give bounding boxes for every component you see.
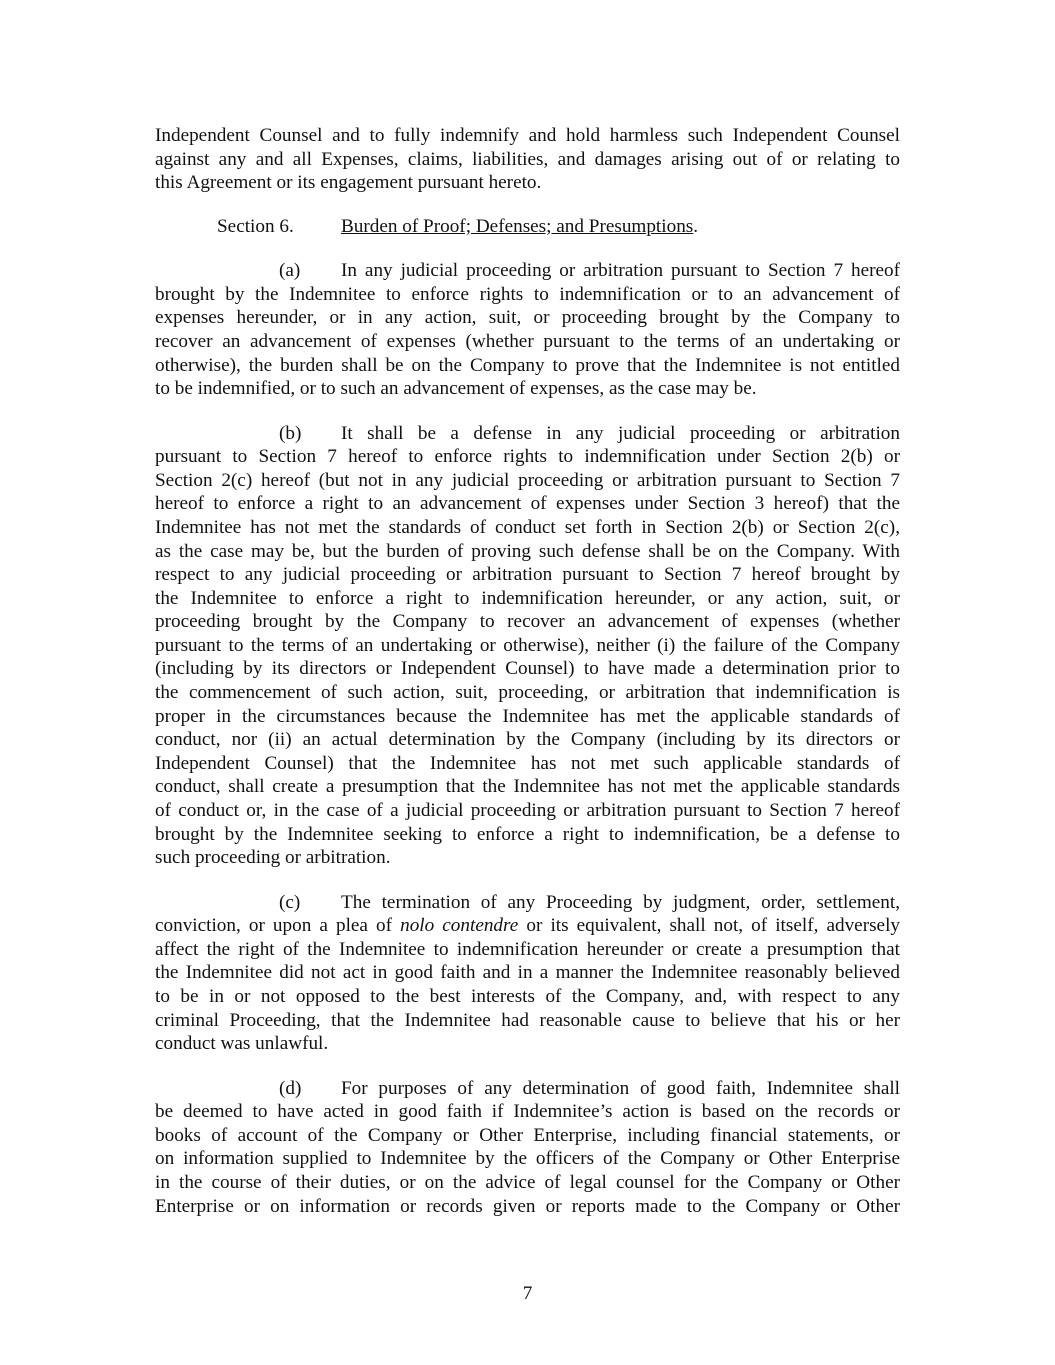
text-line: of conduct or, in the case of a judicial proceeding or arbitration pursuant to Section 7 hereof bbox=[155, 800, 900, 822]
text-line: otherwise), the burden shall be on the Company to prove that the Indemnitee is not entitled bbox=[155, 354, 900, 376]
text-line: proceeding brought by the Company to recover an advancement of expenses (whether bbox=[155, 611, 900, 633]
section-heading bbox=[155, 215, 900, 239]
paragraph-label: (a) bbox=[279, 260, 301, 282]
paragraph-a bbox=[155, 259, 900, 401]
text-line: affect the right of the Indemnitee to indemnification hereunder or create a presumption that bbox=[155, 938, 900, 960]
latin-term: nolo contendre bbox=[400, 915, 519, 937]
text-line: such proceeding or arbitration. bbox=[155, 847, 391, 869]
document-page bbox=[155, 124, 900, 1218]
text-line: Indemnitee has not met the standards of conduct set forth in Section 2(b) or Section 2(c), bbox=[155, 516, 900, 538]
text-line: hereof to enforce a right to an advancement of expenses under Section 3 hereof) that the bbox=[155, 493, 900, 515]
text-line: against any and all Expenses, claims, liabilities, and damages arising out of or relating to bbox=[155, 148, 900, 170]
text-line: Independent Counsel) that the Indemnitee has not met such applicable standards of bbox=[155, 752, 900, 774]
text-line: (d) For purposes of any determination of good faith, Indemnitee shall bbox=[279, 1077, 900, 1099]
text-line: on information supplied to Indemnitee by the officers of the Company or Other Enterprise bbox=[155, 1148, 900, 1170]
paragraph-b bbox=[155, 422, 900, 870]
text-line: (b) It shall be a defense in any judicial proceeding or arbitration bbox=[279, 422, 900, 444]
paragraph-d bbox=[155, 1077, 900, 1219]
text-line: criminal Proceeding, that the Indemnitee had reasonable cause to believe that his or her bbox=[155, 1009, 900, 1031]
text-line: expenses hereunder, or in any action, suit, or proceeding brought by the Company to bbox=[155, 307, 900, 329]
section-title: Burden of Proof; Defenses; and Presumptions bbox=[341, 215, 694, 237]
paragraph-c bbox=[155, 891, 900, 1056]
text-line: conduct was unlawful. bbox=[155, 1033, 329, 1055]
text-line: the Indemnitee to enforce a right to indemnification hereunder, or any action, suit, or bbox=[155, 587, 900, 609]
text-line: conviction, or upon a plea of nolo contendre or its equivalent, shall not, of itself, adversely bbox=[155, 915, 900, 937]
text-line: conduct, nor (ii) an actual determination by the Company (including by its directors or bbox=[155, 729, 900, 751]
text-line: the Indemnitee did not act in good faith and in a manner the Indemnitee reasonably believed bbox=[155, 962, 900, 984]
text-line: this Agreement or its engagement pursuant hereto. bbox=[155, 172, 542, 194]
text-line: Section 2(c) hereof (but not in any judicial proceeding or arbitration pursuant to Section 7 bbox=[155, 469, 900, 491]
paragraph-label: (c) bbox=[279, 891, 301, 913]
text-line: Independent Counsel and to fully indemnify and hold harmless such Independent Counsel bbox=[155, 125, 900, 146]
section-title-period: . bbox=[693, 215, 699, 237]
text-line: pursuant to the terms of an undertaking or otherwise), neither (i) the failure of the Company bbox=[155, 634, 900, 656]
section-number: Section 6. bbox=[217, 215, 294, 237]
text-line: books of account of the Company or Other Enterprise, including financial statements, or bbox=[155, 1124, 900, 1146]
paragraph-label: (d) bbox=[279, 1077, 302, 1099]
text-line: recover an advancement of expenses (whether pursuant to the terms of an undertaking or bbox=[155, 330, 900, 352]
text-line: in the course of their duties, or on the advice of legal counsel for the Company or Other bbox=[155, 1171, 900, 1193]
text-line: brought by the Indemnitee seeking to enforce a right to indemnification, be a defense to bbox=[155, 823, 900, 845]
text-line: (c) The termination of any Proceeding by judgment, order, settlement, bbox=[279, 891, 900, 913]
text-line: Enterprise or on information or records given or reports made to the Company or Other bbox=[155, 1195, 900, 1217]
text-line: brought by the Indemnitee to enforce rights to indemnification or to an advancement of bbox=[155, 283, 900, 305]
text-line: be deemed to have acted in good faith if Indemnitee’s action is based on the records or bbox=[155, 1101, 900, 1123]
text-line: to be in or not opposed to the best interests of the Company, and, with respect to any bbox=[155, 985, 900, 1007]
text-line: conduct, shall create a presumption that the Indemnitee has not met the applicable standards bbox=[155, 776, 900, 798]
text-line: (a) In any judicial proceeding or arbitration pursuant to Section 7 hereof bbox=[279, 260, 900, 282]
text-line: as the case may be, but the burden of proving such defense shall be on the Company. With bbox=[155, 540, 900, 562]
continuation-paragraph bbox=[155, 124, 900, 195]
text-line: proper in the circumstances because the Indemnitee has met the applicable standards of bbox=[155, 705, 900, 727]
page-number: 7 bbox=[522, 1283, 533, 1304]
text-line: (including by its directors or Independent Counsel) to have made a determination prior to bbox=[155, 658, 900, 680]
text-line: the commencement of such action, suit, proceeding, or arbitration that indemnification is bbox=[155, 682, 900, 704]
text-line: pursuant to Section 7 hereof to enforce rights to indemnification under Section 2(b) or bbox=[155, 446, 900, 468]
text-line: respect to any judicial proceeding or arbitration pursuant to Section 7 hereof brought by bbox=[155, 564, 900, 586]
paragraph-label: (b) bbox=[279, 422, 302, 444]
text-line: to be indemnified, or to such an advancement of expenses, as the case may be. bbox=[155, 378, 757, 400]
